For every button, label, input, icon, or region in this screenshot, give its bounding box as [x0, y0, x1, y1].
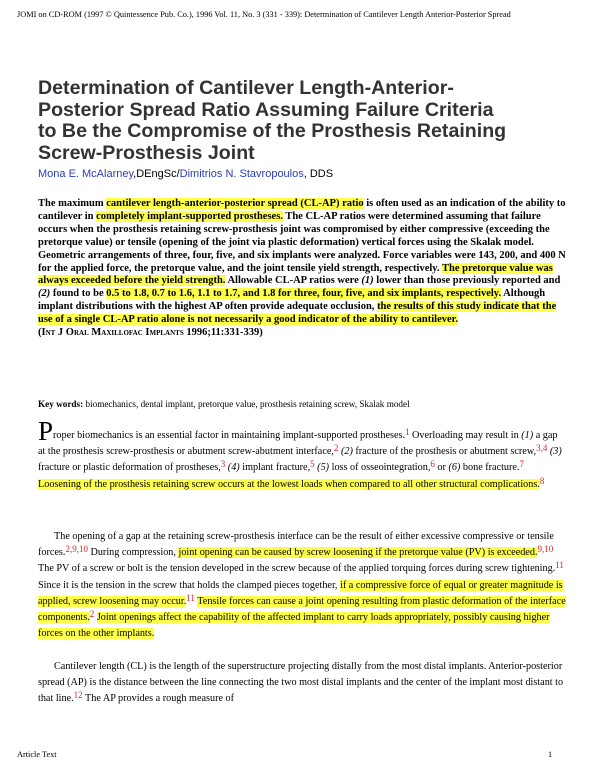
enum: (6) [448, 462, 461, 474]
abstract-highlight: the results of this study indicate that the use of a single CL-AP ratio alone is not necessarily a good indicator of the ability to cantilever. [38, 301, 557, 326]
body-text: fracture of the prosthesis or abutment screw, [352, 446, 537, 458]
reference-link[interactable]: 7 [519, 459, 524, 470]
body-text: a gap at the prosthesis screw-prosthesis or abutment screw-abutment interface, [38, 430, 558, 458]
body-text: The PV of a screw or bolt is the tension developed in the screw because of the applied torquing forces during screw tightening. [38, 563, 556, 575]
body-highlight: joint opening can be caused by screw loosening if the pretorque value (PV) is exceeded. [178, 547, 538, 559]
body-text: or [434, 462, 449, 474]
reference-link[interactable]: 12 [73, 690, 83, 701]
body-text: Since it is the tension in the screw that holds the clamped pieces together, [38, 579, 341, 591]
enum: (3) [549, 446, 562, 458]
body-highlight: if a compressive force of equal or greater magnitude is applied, screw loosening may occur. [38, 579, 563, 607]
body-text: During compression, [87, 547, 179, 559]
abstract-highlight: The pretorque value was always exceeded before the yield strength. [38, 262, 553, 287]
body-text: loss of osseointegration, [329, 462, 431, 474]
author-degree: ,DEngSc/ [133, 168, 180, 180]
page-header: JOMI on CD-ROM (1997 © Quintessence Pub. Co.), 1996 Vol. 11, No. 3 (331 - 339): Determination of Cantilever Length Anterior-Posterior Spread [17, 10, 511, 19]
article-title: Determination of Cantilever Length-Anterior-Posterior Spread Ratio Assuming Failure Criteria to Be the Compromise of the Prosthesis Retaining Screw-Prosthesis Joint [38, 77, 507, 164]
page-number: 1 [548, 750, 553, 759]
reference-link[interactable]: 3,4 [536, 443, 548, 454]
body-highlight: Joint openings affect the capability of the affected implant to carry loads appropriately, possibly causing higher forces on the other implants. [38, 612, 550, 640]
reference-link[interactable]: 2 [333, 443, 339, 454]
abstract-highlight: completely implant-supported prostheses. [96, 210, 283, 222]
reference-link[interactable]: 8 [539, 475, 545, 486]
body-text: fracture or plastic deformation of prostheses, [38, 462, 221, 474]
body-text: The AP provides a rough measure of [82, 693, 235, 705]
body-highlight: Tensile forces can cause a joint opening resulting from plastic deformation of the interface components. [38, 595, 566, 624]
author-degree: , DDS [303, 168, 334, 180]
abstract-text: Allowable CL-AP ratios were [225, 275, 362, 287]
footer-label: Article Text [17, 750, 57, 759]
body-text: Overloading may result in [409, 430, 522, 441]
author-line [38, 168, 333, 180]
reference-link[interactable]: 11 [555, 560, 564, 571]
enum: (2) [340, 446, 353, 458]
body-text: Cantilever length (CL) is the length of the superstructure projecting distally from the most distal implants. Anterior-posterior spread (AP) is the distance between the line connecting the two most distal implants and the center of the implant most distant to that line. [38, 661, 564, 705]
keywords-label: Key words: [38, 399, 84, 409]
body-text: roper biomechanics is an essential factor in maintaining implant-supported prostheses. [53, 430, 405, 441]
abstract-text: found to be [50, 288, 107, 300]
abstract-enum: (2) [38, 288, 51, 300]
journal-citation: (Int J Oral Maxillofac Implants 1996;11:331-339) [38, 327, 263, 339]
author-link-mcalarney[interactable]: Mona E. McAlarney [38, 168, 134, 180]
abstract-text: The maximum [38, 198, 107, 209]
abstract-enum: (1) [361, 275, 374, 287]
keywords [38, 399, 568, 409]
enum: (1) [521, 430, 534, 441]
reference-link[interactable]: 5 [310, 459, 315, 470]
body-text: bone fracture. [460, 462, 520, 474]
body-text: implant fracture, [239, 462, 311, 474]
body-paragraph-1 [38, 416, 566, 493]
abstract-text: Although implant distributions with the highest AP often provide adequate occlusion, [38, 288, 546, 313]
abstract [38, 198, 568, 340]
body-paragraph-2 [38, 529, 566, 642]
abstract-text: The CL-AP ratios were determined assuming that failure occurs when the prosthesis retaining screw-prosthesis joint was compromised by either compressive (exceeding the pretorque value) or tensile (opening of the joint via plastic deformation) vertical forces using the Skalak model. Geometric arrangements of three, four, five, and six implants were analyzed. Force variables were 143, 200, and 400 N for the applied force, the pretorque value, and the joint tensile yield strength, respectively. [38, 210, 566, 274]
reference-link[interactable]: 2,9,10 [65, 544, 88, 555]
body-text: The opening of a gap at the retaining screw-prosthesis interface can be the result of either excessive compressive or tensile forces. [38, 531, 554, 559]
reference-link[interactable]: 9,10 [537, 544, 554, 555]
reference-link[interactable]: 2 [89, 609, 95, 620]
enum: (4) [227, 462, 240, 474]
enum: (5) [317, 462, 330, 474]
reference-link[interactable]: 1 [404, 427, 410, 437]
abstract-highlight: cantilever length-anterior-posterior spread (CL-AP) ratio [106, 198, 364, 209]
body-highlight: Loosening of the prosthesis retaining screw occurs at the lowest loads when compared to all other structural complications. [38, 478, 540, 490]
reference-link[interactable]: 3 [220, 459, 226, 470]
drop-cap: P [38, 416, 54, 446]
abstract-highlight: 0.5 to 1.8, 0.7 to 1.6, 1.1 to 1.7, and 1.8 for three, four, five, and six implants, respectively. [106, 288, 502, 300]
reference-link[interactable]: 6 [430, 459, 435, 470]
author-link-stavropoulos[interactable]: Dimitrios N. Stavropoulos [179, 168, 304, 180]
keywords-text: biomechanics, dental implant, pretorque value, prosthesis retaining screw, Skalak model [83, 399, 410, 409]
reference-link[interactable]: 11 [186, 592, 195, 603]
body-paragraph-3 [38, 659, 566, 708]
abstract-text: is often used as an indication of the ability to cantilever in [38, 198, 566, 222]
abstract-text: lower than those previously reported and [373, 275, 561, 287]
